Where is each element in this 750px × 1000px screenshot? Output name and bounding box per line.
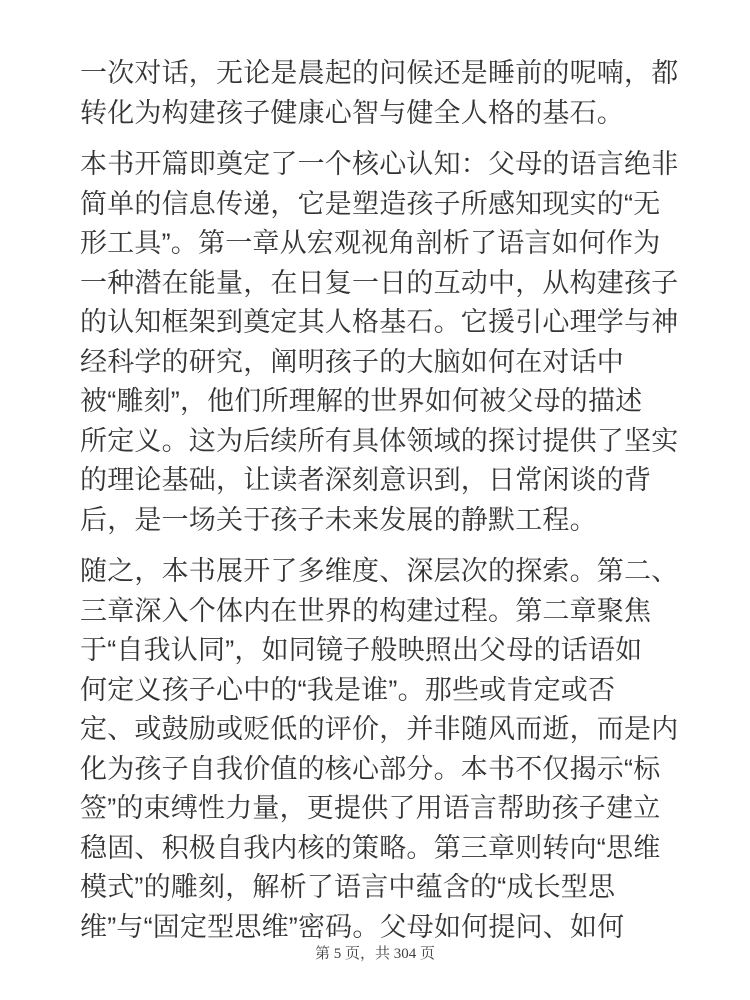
text-line: 的理论基础，让读者深刻意识到，日常闲谈的背 xyxy=(80,465,652,495)
document-body-text xyxy=(80,54,679,959)
text-line: 维”与“固定型思维”密码。父母如何提问、如何 xyxy=(80,911,625,942)
paragraph xyxy=(80,54,679,133)
text-line: 转化为构建孩子健康心智与健全人格的基石。 xyxy=(80,97,624,128)
text-line: 一次对话，无论是晨起的问候还是睡前的呢喃，都 xyxy=(80,58,679,88)
text-line: 三章深入个体内在世界的构建过程。第二章聚焦 xyxy=(80,595,652,626)
paragraph xyxy=(80,145,679,540)
text-line: 随之，本书展开了多维度、深层次的探索。第二、 xyxy=(80,556,679,586)
text-line: 一种潜在能量，在日复一日的互动中，从构建孩子 xyxy=(80,267,679,298)
text-line: 定、或鼓励或贬低的评价，并非随风而逝，而是内 xyxy=(80,714,679,744)
paragraph xyxy=(80,552,679,947)
text-line: 于“自我认同”，如同镜子般映照出父母的话语如 xyxy=(80,635,643,665)
text-line: 被“雕刻”，他们所理解的世界如何被父母的描述 xyxy=(80,386,643,416)
text-line: 后，是一场关于孩子未来发展的静默工程。 xyxy=(80,504,597,535)
text-line: 所定义。这为后续所有具体领域的探讨提供了坚实 xyxy=(80,425,679,456)
page-footer xyxy=(0,944,750,964)
text-line: 稳固、积极自我内核的策略。第三章则转向“思维 xyxy=(80,832,661,863)
text-line: 化为孩子自我价值的核心部分。本书不仅揭示“标 xyxy=(80,753,661,784)
text-line: 简单的信息传递，它是塑造孩子所感知现实的“无 xyxy=(80,188,661,219)
text-line: 模式”的雕刻，解析了语言中蕴含的“成长型思 xyxy=(80,872,616,902)
text-line: 何定义孩子心中的“我是谁”。那些或肯定或否 xyxy=(80,674,616,705)
page-number-indicator: 第 5 页，共 304 页 xyxy=(314,946,435,962)
text-line: 形工具”。第一章从宏观视角剖析了语言如何作为 xyxy=(80,228,661,258)
text-line: 本书开篇即奠定了一个核心认知：父母的语言绝非 xyxy=(80,149,679,179)
text-line: 的认知框架到奠定其人格基石。它援引心理学与神 xyxy=(80,307,679,337)
text-line: 经科学的研究，阐明孩子的大脑如何在对话中 xyxy=(80,346,624,377)
text-line: 签”的束缚性力量，更提供了用语言帮助孩子建立 xyxy=(80,793,661,823)
